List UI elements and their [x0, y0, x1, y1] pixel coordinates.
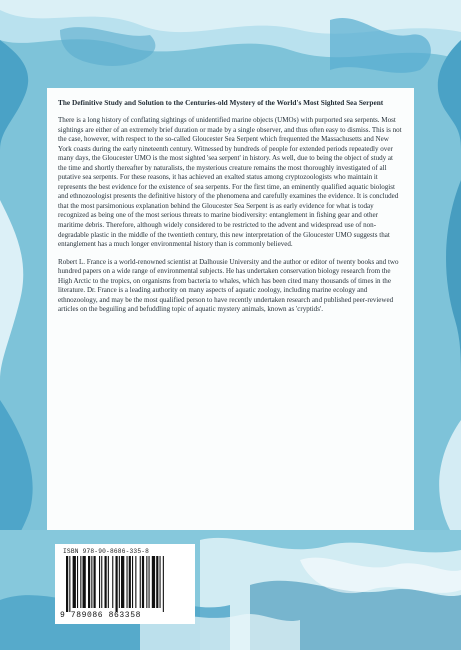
book-description: There is a long history of conflating sightings of unidentified marine objects (UMOs) with purported sea serpents. Most sightings are either of an extremely brief duration or made by a single observer, and thus often easy to dismiss. This is not the case, however, with respect to the so-called Gloucester Sea Serpent which frequented the Massachusetts and New York coasts during the early nineteenth century. Witnessed by hundreds of people for extended periods repeatedly over many days, the Gloucester UMO is the most sighted 'sea serpent' in history. As well, due to being the object of study at the time and shortly thereafter by naturalists, the mysterious creature remains the most thoroughly investigated of all putative sea serpents. For these reasons, it has achieved an exalted status among cryptozoologists who maintain it represents the best evidence for the existence of sea serpents. For the first time, an eminently qualified aquatic biologist and ethnozoologist presents the definitive history of the phenomena and carefully examines the evidence. It is concluded that the most parsimonious explanation behind the Gloucester Sea Serpent is as early evidence for what is today recognized as being one of the most serious threats to marine biodiversity: entanglement in fishing gear and other maritime debris. Therefore, although widely considered to be restricted to the advent and widespread use of non-degradable plastic in the middle of the twentieth century, this new interpretation of the Gloucester UMO suggests that entanglement has a much longer environmental history than is commonly believed.	[58, 116, 402, 249]
isbn-label: ISBN 978-90-8686-335-8	[63, 548, 150, 555]
back-cover-text-panel	[47, 88, 414, 530]
author-biography: Robert L. France is a world-renowned scientist at Dalhousie University and the author or editor of twenty books and two hundred papers on a wide range of environmental subjects. He has undertaken conservation biology research from the High Arctic to the tropics, on organisms from bacteria to whales, which has been cited many thousands of times in the literature. Dr. France is a leading authority on many aspects of aquatic zoology, including marine ecology and ethnozoology, and may be the most qualified person to have recently undertaken research and published peer-reviewed articles on the beguiling and befuddling topic of aquatic mystery animals, known as 'cryptids'.	[58, 257, 399, 314]
barcode-bars	[60, 556, 190, 612]
ean-digits: 9 789086 863358	[60, 611, 142, 620]
isbn-barcode	[55, 544, 195, 624]
book-subtitle: The Definitive Study and Solution to the Centuries-old Mystery of the World's Most Sighted Sea Serpent	[58, 98, 384, 107]
